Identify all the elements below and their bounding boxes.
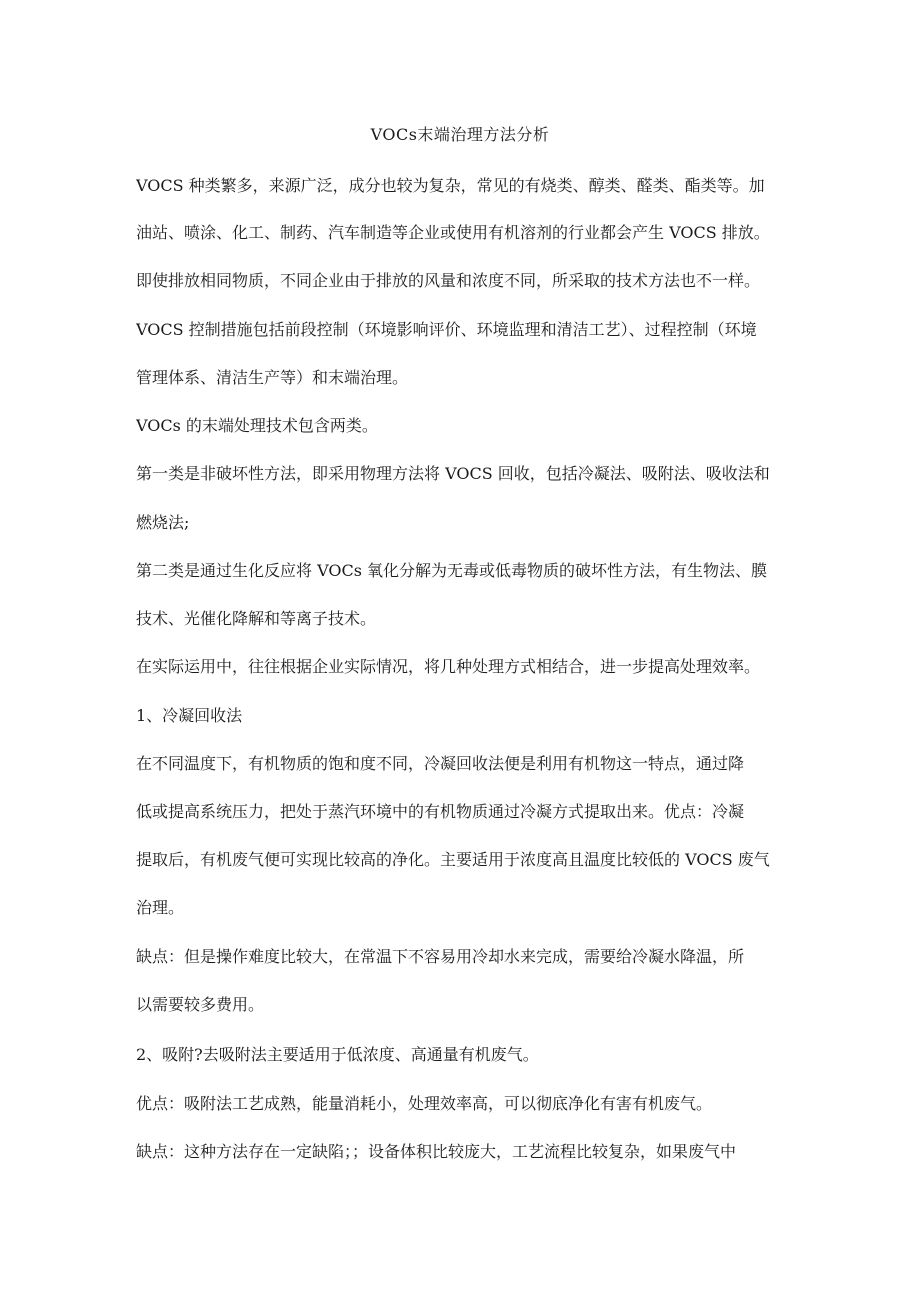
paragraph-line: 治理。 <box>136 898 185 917</box>
paragraph-line: VOCS 种类繁多，来源广泛，成分也较为复杂，常见的有烧类、醇类、醛类、酯类等。加 <box>136 176 765 195</box>
section-heading: 2、吸附?去吸附法主要适用于低浓度、高通量有机废气。 <box>136 1045 539 1064</box>
paragraph-line: 第一类是非破坏性方法，即采用物理方法将 VOCS 回收，包括冷凝法、吸附法、吸收法和 <box>136 464 770 483</box>
paragraph-line: 低或提高系统压力，把处于蒸汽环境中的有机物质通过冷凝方式提取出来。优点：冷凝 <box>136 802 745 821</box>
paragraph-line: 在实际运用中，往往根据企业实际情况，将几种处理方式相结合，进一步提高处理效率。 <box>136 657 761 676</box>
paragraph-line: 缺点：这种方法存在一定缺陷；；设备体积比较庞大，工艺流程比较复杂，如果废气中 <box>136 1142 737 1161</box>
paragraph-line: 即使排放相同物质，不同企业由于排放的风量和浓度不同，所采取的技术方法也不一样。 <box>136 271 761 290</box>
paragraph-line: 燃烧法; <box>136 513 190 532</box>
paragraph-line: 以需要较多费用。 <box>136 995 265 1014</box>
paragraph-line: 技术、光催化降解和等离子技术。 <box>136 609 377 628</box>
paragraph-line: 提取后，有机废气便可实现比较高的净化。主要适用于浓度高且温度比较低的 VOCS 废气 <box>136 850 770 869</box>
document-title: VOCs末端治理方法分析 <box>370 125 550 144</box>
paragraph-line: 在不同温度下，有机物质的饱和度不同，冷凝回收法便是利用有机物这一特点，通过降 <box>136 754 745 773</box>
paragraph-line: 第二类是通过生化反应将 VOCs 氧化分解为无毒或低毒物质的破坏性方法，有生物法、膜 <box>136 561 768 580</box>
paragraph-line: VOCs 的末端处理技术包含两类。 <box>136 416 378 435</box>
section-heading: 1、冷凝回收法 <box>136 706 243 725</box>
paragraph-line: 管理体系、清洁生产等）和末端治理。 <box>136 368 409 387</box>
paragraph-line: VOCS 控制措施包括前段控制（环境影响评价、环境监理和清洁工艺）、过程控制（环境 <box>136 320 757 339</box>
paragraph-line: 缺点：但是操作难度比较大，在常温下不容易用冷却水来完成，需要给冷凝水降温，所 <box>136 947 745 966</box>
paragraph-line: 油站、喷涂、化工、制药、汽车制造等企业或使用有机溶剂的行业都会产生 VOCS 排放。 <box>136 223 770 242</box>
paragraph-line: 优点：吸附法工艺成熟，能量消耗小，处理效率高，可以彻底净化有害有机废气。 <box>136 1094 713 1113</box>
